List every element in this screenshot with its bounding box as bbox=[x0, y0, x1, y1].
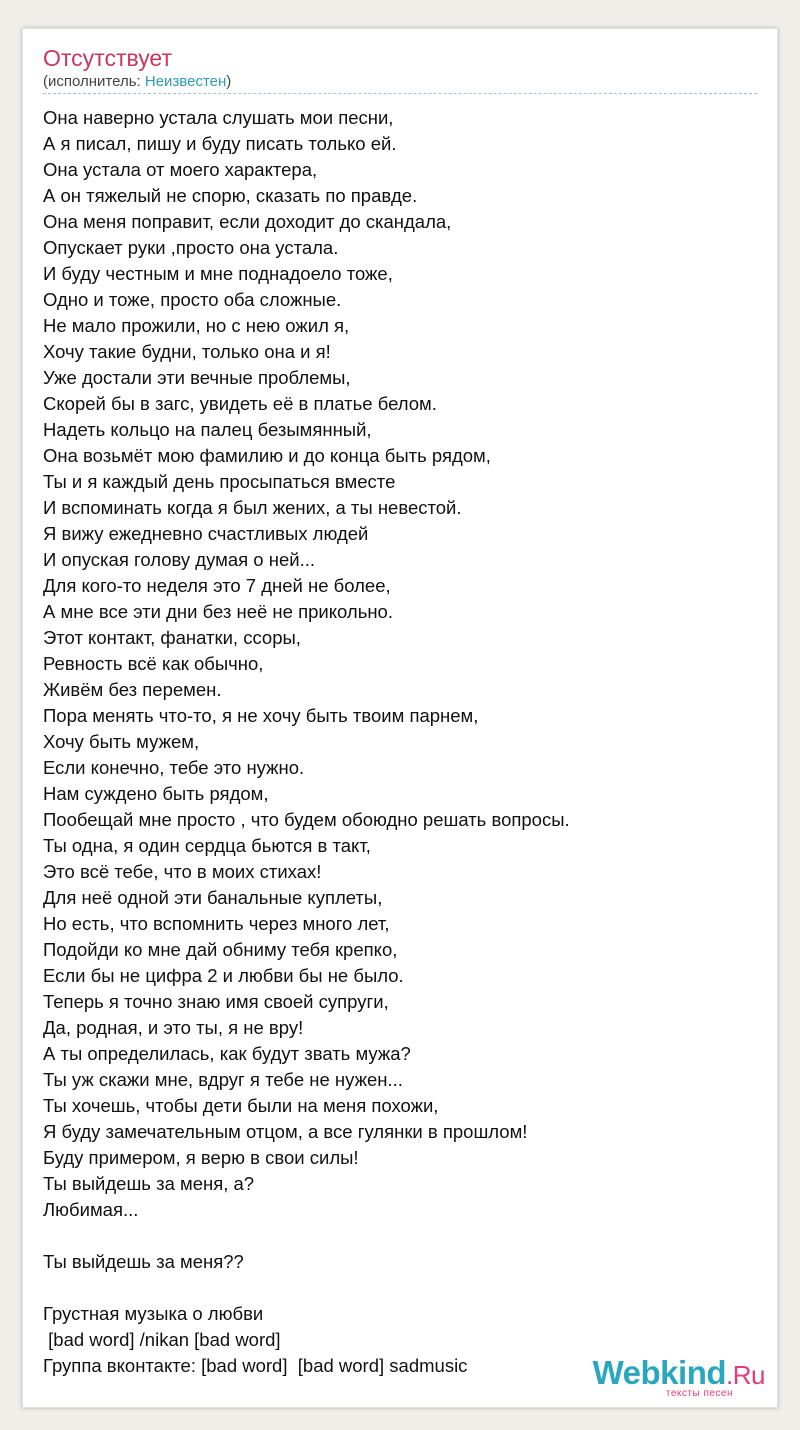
logo-brand: Webkind bbox=[592, 1354, 727, 1391]
lyric-line: Скорей бы в загс, увидеть её в платье белом. bbox=[43, 393, 437, 414]
lyric-line: И буду честным и мне поднадоело тоже, bbox=[43, 263, 393, 284]
lyric-line: Одно и тоже, просто оба сложные. bbox=[43, 289, 342, 310]
lyric-line: Я буду замечательным отцом, а все гулянки в прошлом! bbox=[43, 1121, 528, 1142]
lyric-line: Хочу такие будни, только она и я! bbox=[43, 341, 331, 362]
lyric-line: А он тяжелый не спорю, сказать по правде. bbox=[43, 185, 418, 206]
lyric-line: Пора менять что-то, я не хочу быть твоим парнем, bbox=[43, 705, 479, 726]
lyric-line: Любимая... bbox=[43, 1199, 139, 1220]
site-logo[interactable] bbox=[565, 1355, 765, 1401]
lyric-line: Теперь я точно знаю имя своей супруги, bbox=[43, 991, 389, 1012]
lyric-line: А мне все эти дни без неё не прикольно. bbox=[43, 601, 393, 622]
lyric-line: Этот контакт, фанатки, ссоры, bbox=[43, 627, 301, 648]
lyric-line: Она возьмёт мою фамилию и до конца быть рядом, bbox=[43, 445, 491, 466]
lyric-line: Она устала от моего характера, bbox=[43, 159, 318, 180]
lyric-line: Но есть, что вспомнить через много лет, bbox=[43, 913, 390, 934]
logo-tld: .Ru bbox=[726, 1360, 765, 1390]
lyric-line: А я писал, пишу и буду писать только ей. bbox=[43, 133, 397, 154]
lyric-line: Если бы не цифра 2 и любви бы не было. bbox=[43, 965, 404, 986]
lyric-line: Группа вконтакте: [bad word] [bad word] sadmusic bbox=[43, 1355, 468, 1376]
artist-link[interactable]: Неизвестен bbox=[144, 73, 227, 90]
lyric-line: Подойди ко мне дай обниму тебя крепко, bbox=[43, 939, 398, 960]
lyric-line: Опускает руки ,просто она устала. bbox=[43, 237, 339, 258]
lyric-line: Живём без перемен. bbox=[43, 679, 222, 700]
artist-prefix: (исполнитель: bbox=[43, 73, 145, 90]
artist-suffix: ) bbox=[226, 73, 232, 90]
lyric-line: Если конечно, тебе это нужно. bbox=[43, 757, 305, 778]
lyric-line: Хочу быть мужем, bbox=[43, 731, 200, 752]
lyrics-card bbox=[22, 28, 778, 1408]
song-title: Отсутствует bbox=[43, 45, 172, 71]
lyric-line: И вспоминать когда я был жених, а ты невестой. bbox=[43, 497, 462, 518]
lyric-line: Ревность всё как обычно, bbox=[43, 653, 264, 674]
lyrics-text bbox=[43, 105, 759, 1379]
lyric-line: И опуская голову думая о ней... bbox=[43, 549, 315, 570]
lyric-line: Для кого-то неделя это 7 дней не более, bbox=[43, 575, 391, 596]
lyric-line: А ты определилась, как будут звать мужа? bbox=[43, 1043, 411, 1064]
lyric-line: Ты выйдешь за меня?? bbox=[43, 1251, 244, 1272]
artist-line bbox=[43, 73, 231, 91]
lyric-line: [bad word] /nikan [bad word] bbox=[43, 1329, 281, 1350]
lyric-line: Пообещай мне просто , что будем обоюдно решать вопросы. bbox=[43, 809, 570, 830]
lyric-line: Ты хочешь, чтобы дети были на меня похожи, bbox=[43, 1095, 439, 1116]
lyric-line: Нам суждено быть рядом, bbox=[43, 783, 269, 804]
lyric-line: Да, родная, и это ты, я не вру! bbox=[43, 1017, 304, 1038]
lyric-line: Ты и я каждый день просыпаться вместе bbox=[43, 471, 396, 492]
lyric-line: Ты уж скажи мне, вдруг я тебе не нужен... bbox=[43, 1069, 403, 1090]
lyric-line bbox=[43, 1223, 759, 1249]
lyric-line: Буду примером, я верю в свои силы! bbox=[43, 1147, 359, 1168]
lyric-line bbox=[43, 1275, 759, 1301]
lyric-line: Ты выйдешь за меня, а? bbox=[43, 1173, 255, 1194]
lyric-line: Для неё одной эти банальные куплеты, bbox=[43, 887, 383, 908]
logo-tagline: тексты песен bbox=[665, 1388, 733, 1399]
title-divider bbox=[43, 93, 757, 94]
lyric-line: Она меня поправит, если доходит до скандала, bbox=[43, 211, 452, 232]
lyric-line: Не мало прожили, но с нею ожил я, bbox=[43, 315, 350, 336]
lyric-line: Я вижу ежедневно счастливых людей bbox=[43, 523, 369, 544]
lyric-line: Она наверно устала слушать мои песни, bbox=[43, 107, 394, 128]
lyric-line: Ты одна, я один сердца бьются в такт, bbox=[43, 835, 371, 856]
lyric-line: Это всё тебе, что в моих стихах! bbox=[43, 861, 322, 882]
lyric-line: Грустная музыка о любви bbox=[43, 1303, 264, 1324]
lyric-line: Уже достали эти вечные проблемы, bbox=[43, 367, 351, 388]
lyric-line: Надеть кольцо на палец безымянный, bbox=[43, 419, 372, 440]
